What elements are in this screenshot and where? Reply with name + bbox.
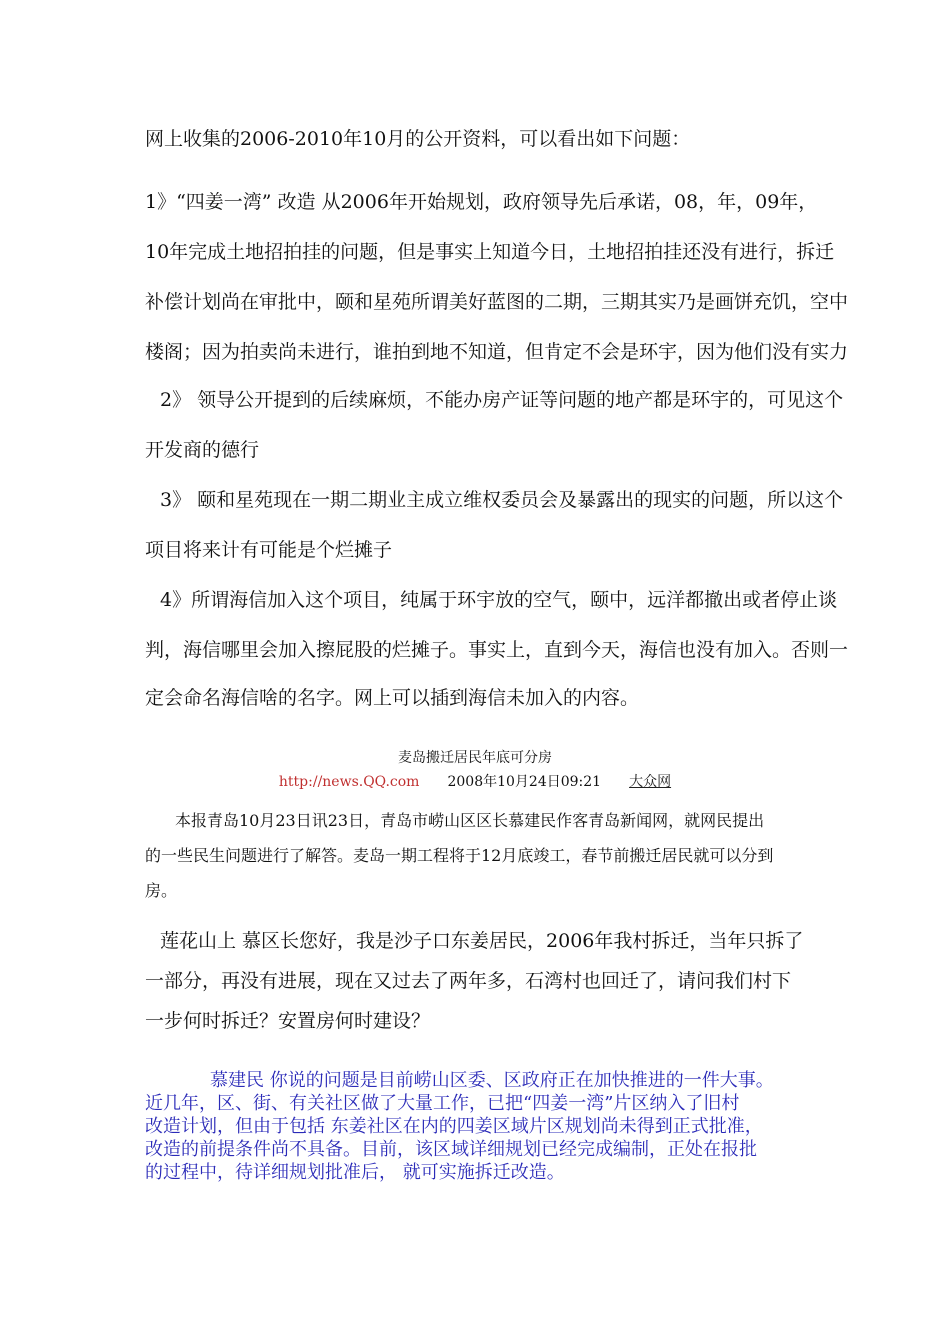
answer-line: 近几年，区、街、有关社区做了大量工作，已把“四姜一湾”片区纳入了旧村: [145, 1093, 740, 1114]
point-1-line: 1》“四姜一湾” 改造 从2006年开始规划，政府领导先后承诺，08，年，09年，: [145, 191, 818, 213]
question-line: 一步何时拆迁？安置房何时建设？: [145, 1010, 431, 1032]
answer-line: 改造计划，但由于包括 东姜社区在内的四姜区域片区规划尚未得到正式批准，: [145, 1116, 763, 1137]
article-body-line: 的一些民生问题进行了解答。麦岛一期工程将于12月底竣工，春节前搬迁居民就可以分到: [145, 846, 774, 865]
intro-text: 网上收集的2006-2010年10月的公开资料，可以看出如下问题：: [145, 128, 691, 150]
point-2-line: 开发商的德行: [145, 439, 260, 461]
article-url[interactable]: http://news.QQ.com: [278, 774, 420, 790]
article-date: 2008年10月24日09:21: [447, 774, 602, 790]
question-line: 一部分，再没有进展，现在又过去了两年多，石湾村也回迁了，请问我们村下: [145, 970, 792, 992]
question-line: 莲花山上 慕区长您好，我是沙子口东姜居民，2006年我村拆迁，当年只拆了: [160, 930, 804, 952]
answer-line: 的过程中，待详细规划批准后， 就可实施拆迁改造。: [145, 1162, 565, 1183]
article-body-line: 房。: [145, 881, 178, 900]
article-body-line: 本报青岛10月23日讯23日，青岛市崂山区区长慕建民作客青岛新闻网，就网民提出: [175, 811, 765, 830]
point-4-line: 定会命名海信啥的名字。网上可以插到海信未加入的内容。: [145, 687, 640, 709]
point-4-line: 判，海信哪里会加入擦屁股的烂摊子。事实上，直到今天，海信也没有加入。否则一: [145, 639, 849, 661]
source-link[interactable]: 大众网: [629, 774, 672, 790]
article-title: 麦岛搬迁居民年底可分房: [398, 750, 552, 766]
point-3-line: 3》 颐和星苑现在一期二期业主成立维权委员会及暴露出的现实的问题，所以这个: [160, 489, 844, 511]
point-1-line: 补偿计划尚在审批中，颐和星苑所谓美好蓝图的二期，三期其实乃是画饼充饥，空中: [145, 291, 849, 313]
answer-line: 改造的前提条件尚不具备。目前，该区域详细规划已经完成编制，正处在报批: [145, 1139, 757, 1160]
article-source-line: [0, 771, 950, 791]
point-2-line: 2》 领导公开提到的后续麻烦，不能办房产证等问题的地产都是环宇的，可见这个: [160, 389, 844, 411]
answer-line: 慕建民 你说的问题是目前崂山区委、区政府正在加快推进的一件大事。: [210, 1070, 774, 1091]
point-1-line: 10年完成土地招拍挂的问题，但是事实上知道今日，土地招拍挂还没有进行，拆迁: [145, 241, 835, 263]
point-4-line: 4》所谓海信加入这个项目，纯属于环宇放的空气，颐中，远洋都撤出或者停止谈: [160, 589, 838, 611]
point-3-line: 项目将来计有可能是个烂摊子: [145, 539, 393, 561]
point-1-line: 楼阁；因为拍卖尚未进行，谁拍到地不知道，但肯定不会是环宇，因为他们没有实力: [145, 341, 849, 363]
